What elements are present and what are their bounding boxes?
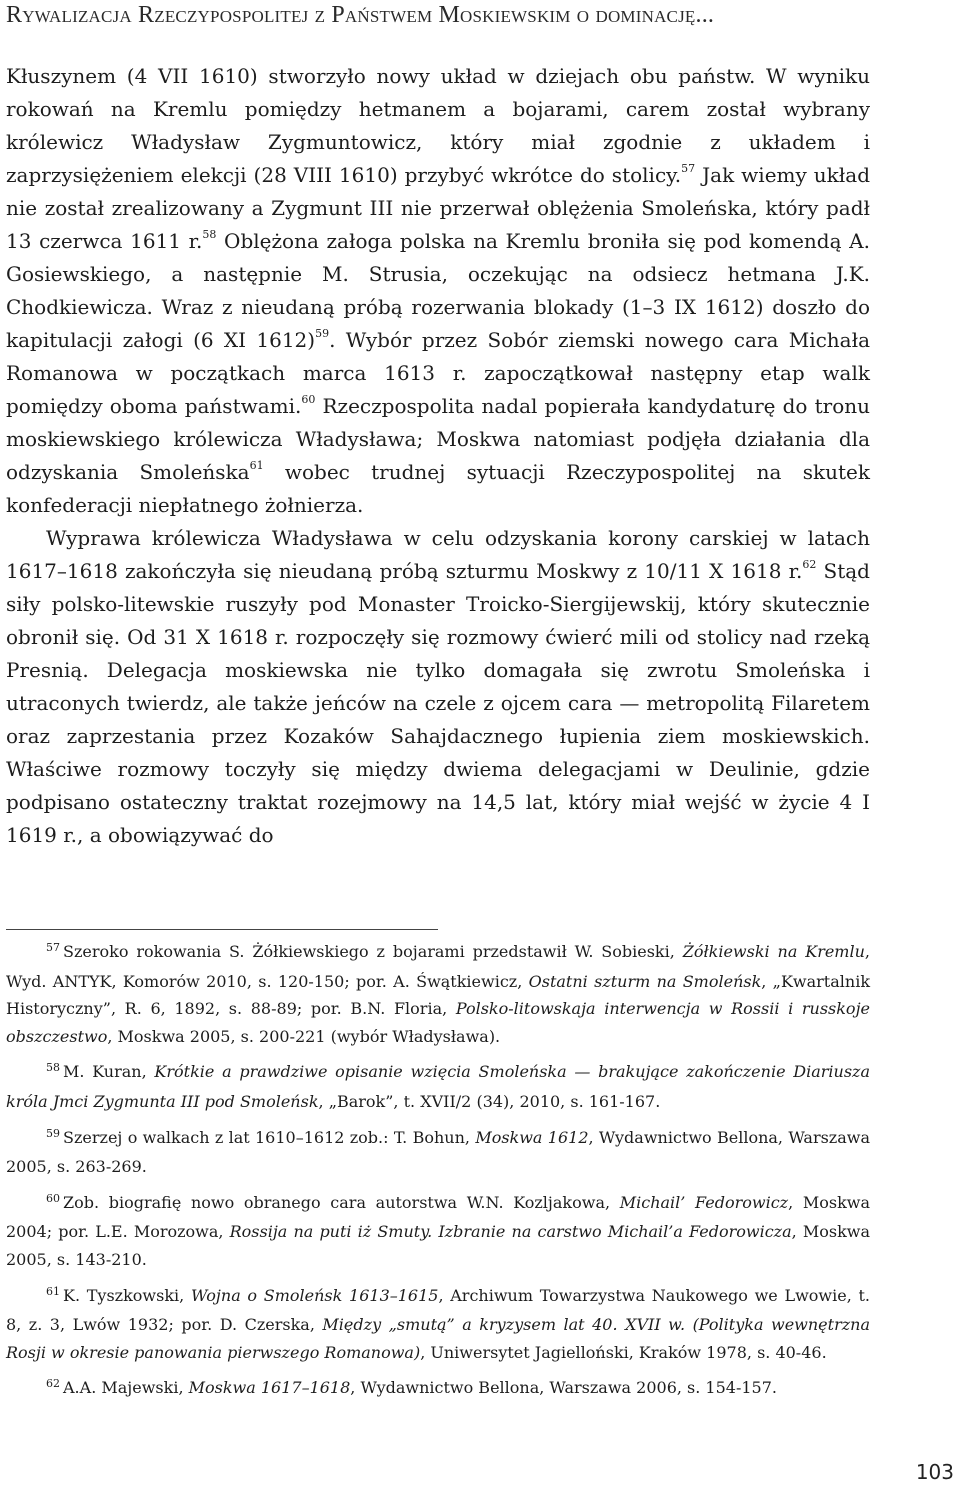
footnote-title: Żółkiewski na Kremlu: [682, 942, 865, 961]
footnote-text: , Uniwersytet Jagielloński, Kraków 1978, s. 40-46.: [420, 1342, 827, 1362]
paragraph-1: [6, 60, 870, 522]
footnote-text: Szeroko rokowania S. Żółkiewskiego z bojarami przedstawił W. Sobieski,: [63, 942, 683, 961]
footnote-text: , Wyd. ANTYK, Komorów 2010, s. 120-150; por. A. Śwątkiewicz,: [6, 942, 870, 991]
footnote-title: Moskwa 1612: [475, 1127, 589, 1147]
footnote-61: [6, 1282, 870, 1367]
footnote-number: 62: [46, 1377, 60, 1391]
footnote-text: , Moskwa 2005, s. 143-210.: [6, 1222, 870, 1269]
footnote-title: Ostatni szturm na Smoleńsk: [528, 971, 762, 991]
footnote-title: Krótkie a prawdziwe opisanie wzięcia Smoleńska — brakujące zakończenie Diariusza króla Jmci Zygmunta III pod Smoleńsk: [6, 1062, 871, 1111]
footnote-ref-58[interactable]: 58: [202, 228, 217, 242]
footnote-title: Michail’ Fedorowicz: [619, 1192, 789, 1212]
footnote-text: , Moskwa 2005, s. 200-221 (wybór Władysława).: [107, 1026, 501, 1046]
text-span: Rzeczpospolita nadal popierała kandydaturę do tronu moskiewskiego królewicza Władysława; Moskwa natomiast podjęła działania dla odzyskania Smoleńska: [6, 394, 870, 484]
footnote-text: A.A. Majewski,: [63, 1378, 189, 1398]
footnote-text: , Archiwum Towarzystwa Naukowego we Lwowie, t. 8, z. 3, Lwów 1932; por. D. Czerska,: [6, 1285, 871, 1335]
footnote-number: 58: [46, 1061, 60, 1075]
footnote-separator: [6, 929, 438, 930]
page-number: 103: [915, 1460, 954, 1484]
footnotes: [6, 938, 870, 1412]
text-span: Jak wiemy układ nie został zrealizowany a Zygmunt III nie przerwał oblężenia Smoleńska, który padł 13 czerwca 1611 r.: [6, 163, 870, 253]
text-span: Wyprawa królewicza Władysława w celu odzyskania korony carskiej w latach 1617–1618 zakończyła się nieudaną próbą szturmu Moskwy z 10/11 X 1618 r.: [6, 526, 870, 583]
footnote-ref-57[interactable]: 57: [681, 162, 696, 176]
footnote-title: Między „smutą” a kryzysem lat 40. XVII w. (Polityka wewnętrzna Rosji w okresie panowania pierwszego Romanowa): [6, 1315, 870, 1362]
footnote-title: Rossija na puti iż Smuty. Izbranie na carstwo Michail’a Fedorowicza: [229, 1222, 792, 1242]
footnote-text: K. Tyszkowski,: [63, 1285, 191, 1305]
footnote-text: , „Kwartalnik Historyczny”, R. 6, 1892, s. 88-89; por. B.N. Floria,: [6, 971, 871, 1019]
footnote-number: 59: [46, 1126, 60, 1140]
footnote-text: , „Barok”, t. XVII/2 (34), 2010, s. 161-167.: [318, 1091, 661, 1111]
footnote-number: 61: [46, 1284, 60, 1298]
footnote-text: , Moskwa 2004; por. L.E. Morozowa,: [6, 1192, 871, 1242]
footnote-60: [6, 1189, 870, 1274]
footnote-57: [6, 938, 870, 1050]
footnote-text: Szerzej o walkach z lat 1610–1612 zob.: T. Bohun,: [63, 1127, 476, 1147]
footnote-ref-62[interactable]: 62: [802, 558, 817, 572]
footnote-62: [6, 1374, 870, 1404]
footnote-title: Moskwa 1617–1618: [188, 1378, 351, 1398]
text-span: Kłuszynem (4 VII 1610) stworzyło nowy układ w dziejach obu państw. W wyniku rokowań na Kremlu pomiędzy hetmanem a bojarami, carem został wybrany królewicz Władysław Zygmuntowicz, który miał zgodnie z układem i zaprzysiężeniem elekcji (28 VIII 1610) przybyć wkrótce do stolicy.: [6, 64, 870, 187]
main-text: [6, 60, 870, 852]
footnote-title: Polsko-litowskaja interwencja w Rossii i russkoje obszczestwo: [6, 999, 870, 1046]
paragraph-2: [6, 522, 870, 852]
footnote-ref-60[interactable]: 60: [301, 393, 316, 407]
footnote-text: Zob. biografię nowo obranego cara autorstwa W.N. Kozljakowa,: [63, 1192, 620, 1212]
running-header: Rywalizacja Rzeczypospolitej z Państwem Moskiewskim o dominację...: [6, 2, 715, 28]
footnote-title: Wojna o Smoleńsk 1613–1615: [190, 1285, 439, 1305]
footnote-58: [6, 1058, 870, 1115]
footnote-ref-59[interactable]: 59: [315, 327, 330, 341]
footnote-number: 60: [46, 1191, 60, 1205]
footnote-text: , Wydawnictwo Bellona, Warszawa 2006, s. 154-157.: [350, 1378, 777, 1398]
footnote-59: [6, 1124, 870, 1181]
footnote-text: M. Kuran,: [63, 1062, 155, 1082]
text-span: Oblężona załoga polska na Kremlu broniła się pod komendą A. Gosiewskiego, a następnie M. Strusia, oczekując na odsiecz hetmana J.K. Chodkiewicza. Wraz z nieudaną próbą rozerwania blokady (1–3 IX 1612) doszło do kapitulacji załogi (6 XI 1612): [6, 229, 870, 352]
text-span: Stąd siły polsko-litewskie ruszyły pod Monaster Troicko-Siergijewskij, który skutecznie obronił się. Od 31 X 1618 r. rozpoczęły się rozmowy ćwierć mili od stolicy nad rzeką Presnią. Delegacja moskiewska nie tylko domagała się zwrotu Smoleńska i utraconych twierdz, ale także jeńców na czele z ojcem cara — metropolitą Filaretem oraz zaprzestania przez Kozaków Sahajdacznego łupienia ziem moskiewskich. Właściwe rozmowy toczyły się między dwiema delegacjami w Deulinie, gdzie podpisano ostateczny traktat rozejmowy na 14,5 lat, który miał wejść w życie 4 I 1619 r., a obowiązywać do: [6, 559, 870, 847]
text-span: . Wybór przez Sobór ziemski nowego cara Michała Romanowa w początkach marca 1613 r. zapoczątkował następny etap walk pomiędzy oboma państwami.: [6, 328, 871, 418]
footnote-text: , Wydawnictwo Bellona, Warszawa 2005, s. 263-269.: [6, 1127, 871, 1177]
footnote-number: 57: [46, 941, 60, 954]
text-span: wobec trudnej sytuacji Rzeczypospolitej na skutek konfederacji niepłatnego żołnierza.: [6, 460, 870, 517]
footnote-ref-61[interactable]: 61: [249, 459, 264, 473]
